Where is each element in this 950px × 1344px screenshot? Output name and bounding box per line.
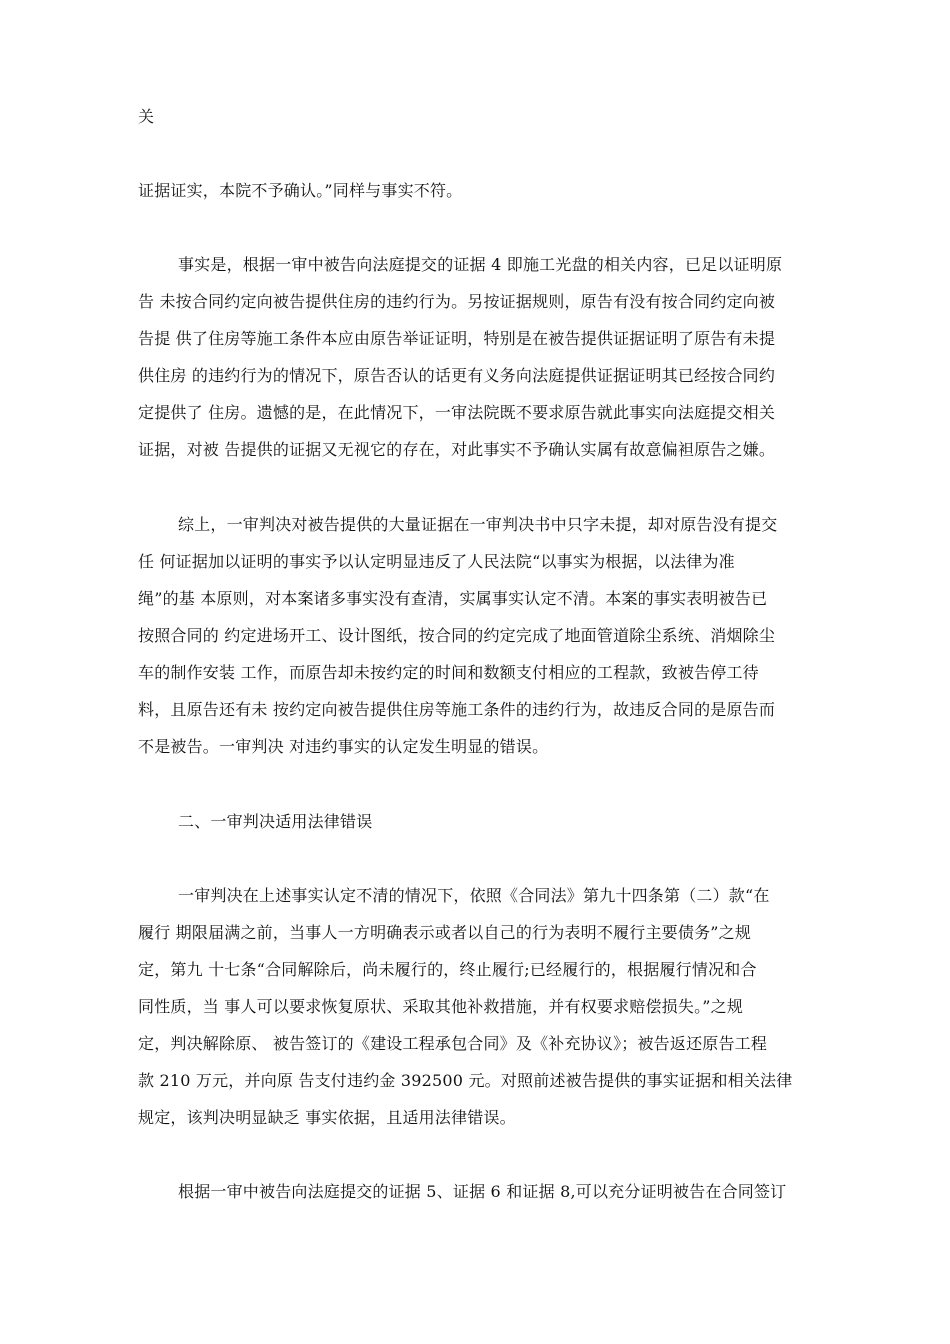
text-line: 供住房 的违约行为的情况下，原告否认的话更有义务向法庭提供证据证明其已经按合同约 [138,366,776,385]
text-line: 定，第九 十七条“合同解除后，尚未履行的，终止履行;已经履行的，根据履行情况和合 [138,960,757,979]
text-line: 定，判决解除原、 被告签订的《建设工程承包合同》及《补充协议》；被告返还原告工程 [138,1034,768,1053]
text-line: 任 何证据加以证明的事实予以认定明显违反了人民法院“以事实为根据，以法律为准 [138,552,735,571]
text-line: 证据，对被 告提供的证据又无视它的存在，对此事实不予确认实属有故意偏袒原告之嫌。 [138,440,776,459]
text-line: 履行 期限届满之前，当事人一方明确表示或者以自己的行为表明不履行主要债务”之规 [138,923,752,942]
text-line: 车的制作安装 工作，而原告却未按约定的时间和数额支付相应的工程款，致被告停工待 [138,663,759,682]
paragraph-first-line: 事实是，根据一审中被告向法庭提交的证据 4 即施工光盘的相关内容，已足以证明原 [178,255,783,274]
text-line: 同性质，当 事人可以要求恢复原状、采取其他补救措施，并有权要求赔偿损失。”之规 [138,997,744,1016]
text-line: 料，且原告还有未 按约定向被告提供住房等施工条件的违约行为，故违反合同的是原告而 [138,700,776,719]
text-line: 定提供了 住房。遗憾的是，在此情况下，一审法院既不要求原告就此事实向法庭提交相关 [138,403,776,422]
text-line: 绳”的基 本原则，对本案诸多事实没有查清，实属事实认定不清。本案的事实表明被告已 [138,589,768,608]
text-line: 不是被告。一审判决 对违约事实的认定发生明显的错误。 [138,737,549,756]
text-line: 按照合同的 约定进场开工、设计图纸，按合同的约定完成了地面管道除尘系统、消烟除尘 [138,626,776,645]
text-line: 告提 供了住房等施工条件本应由原告举证证明，特别是在被告提供证据证明了原告有未提 [138,329,776,348]
paragraph-first-line: 综上，一审判决对被告提供的大量证据在一审判决书中只字未提，却对原告没有提交 [178,515,778,534]
section-heading: 二、一审判决适用法律错误 [178,812,373,831]
text-line: 关 [138,107,155,126]
text-line: 证据证实，本院不予确认。”同样与事实不符。 [138,181,463,200]
text-line: 告 未按合同约定向被告提供住房的违约行为。另按证据规则，原告有没有按合同约定向被 [138,292,776,311]
paragraph-first-line: 根据一审中被告向法庭提交的证据 5、证据 6 和证据 8,可以充分证明被告在合同签订 [178,1182,787,1201]
text-line: 规定，该判决明显缺乏 事实依据，且适用法律错误。 [138,1108,516,1127]
text-line: 款 210 万元，并向原 告支付违约金 392500 元。对照前述被告提供的事实证据和相关法律 [138,1071,793,1090]
paragraph-first-line: 一审判决在上述事实认定不清的情况下，依照《合同法》第九十四条第（二）款“在 [178,886,770,905]
